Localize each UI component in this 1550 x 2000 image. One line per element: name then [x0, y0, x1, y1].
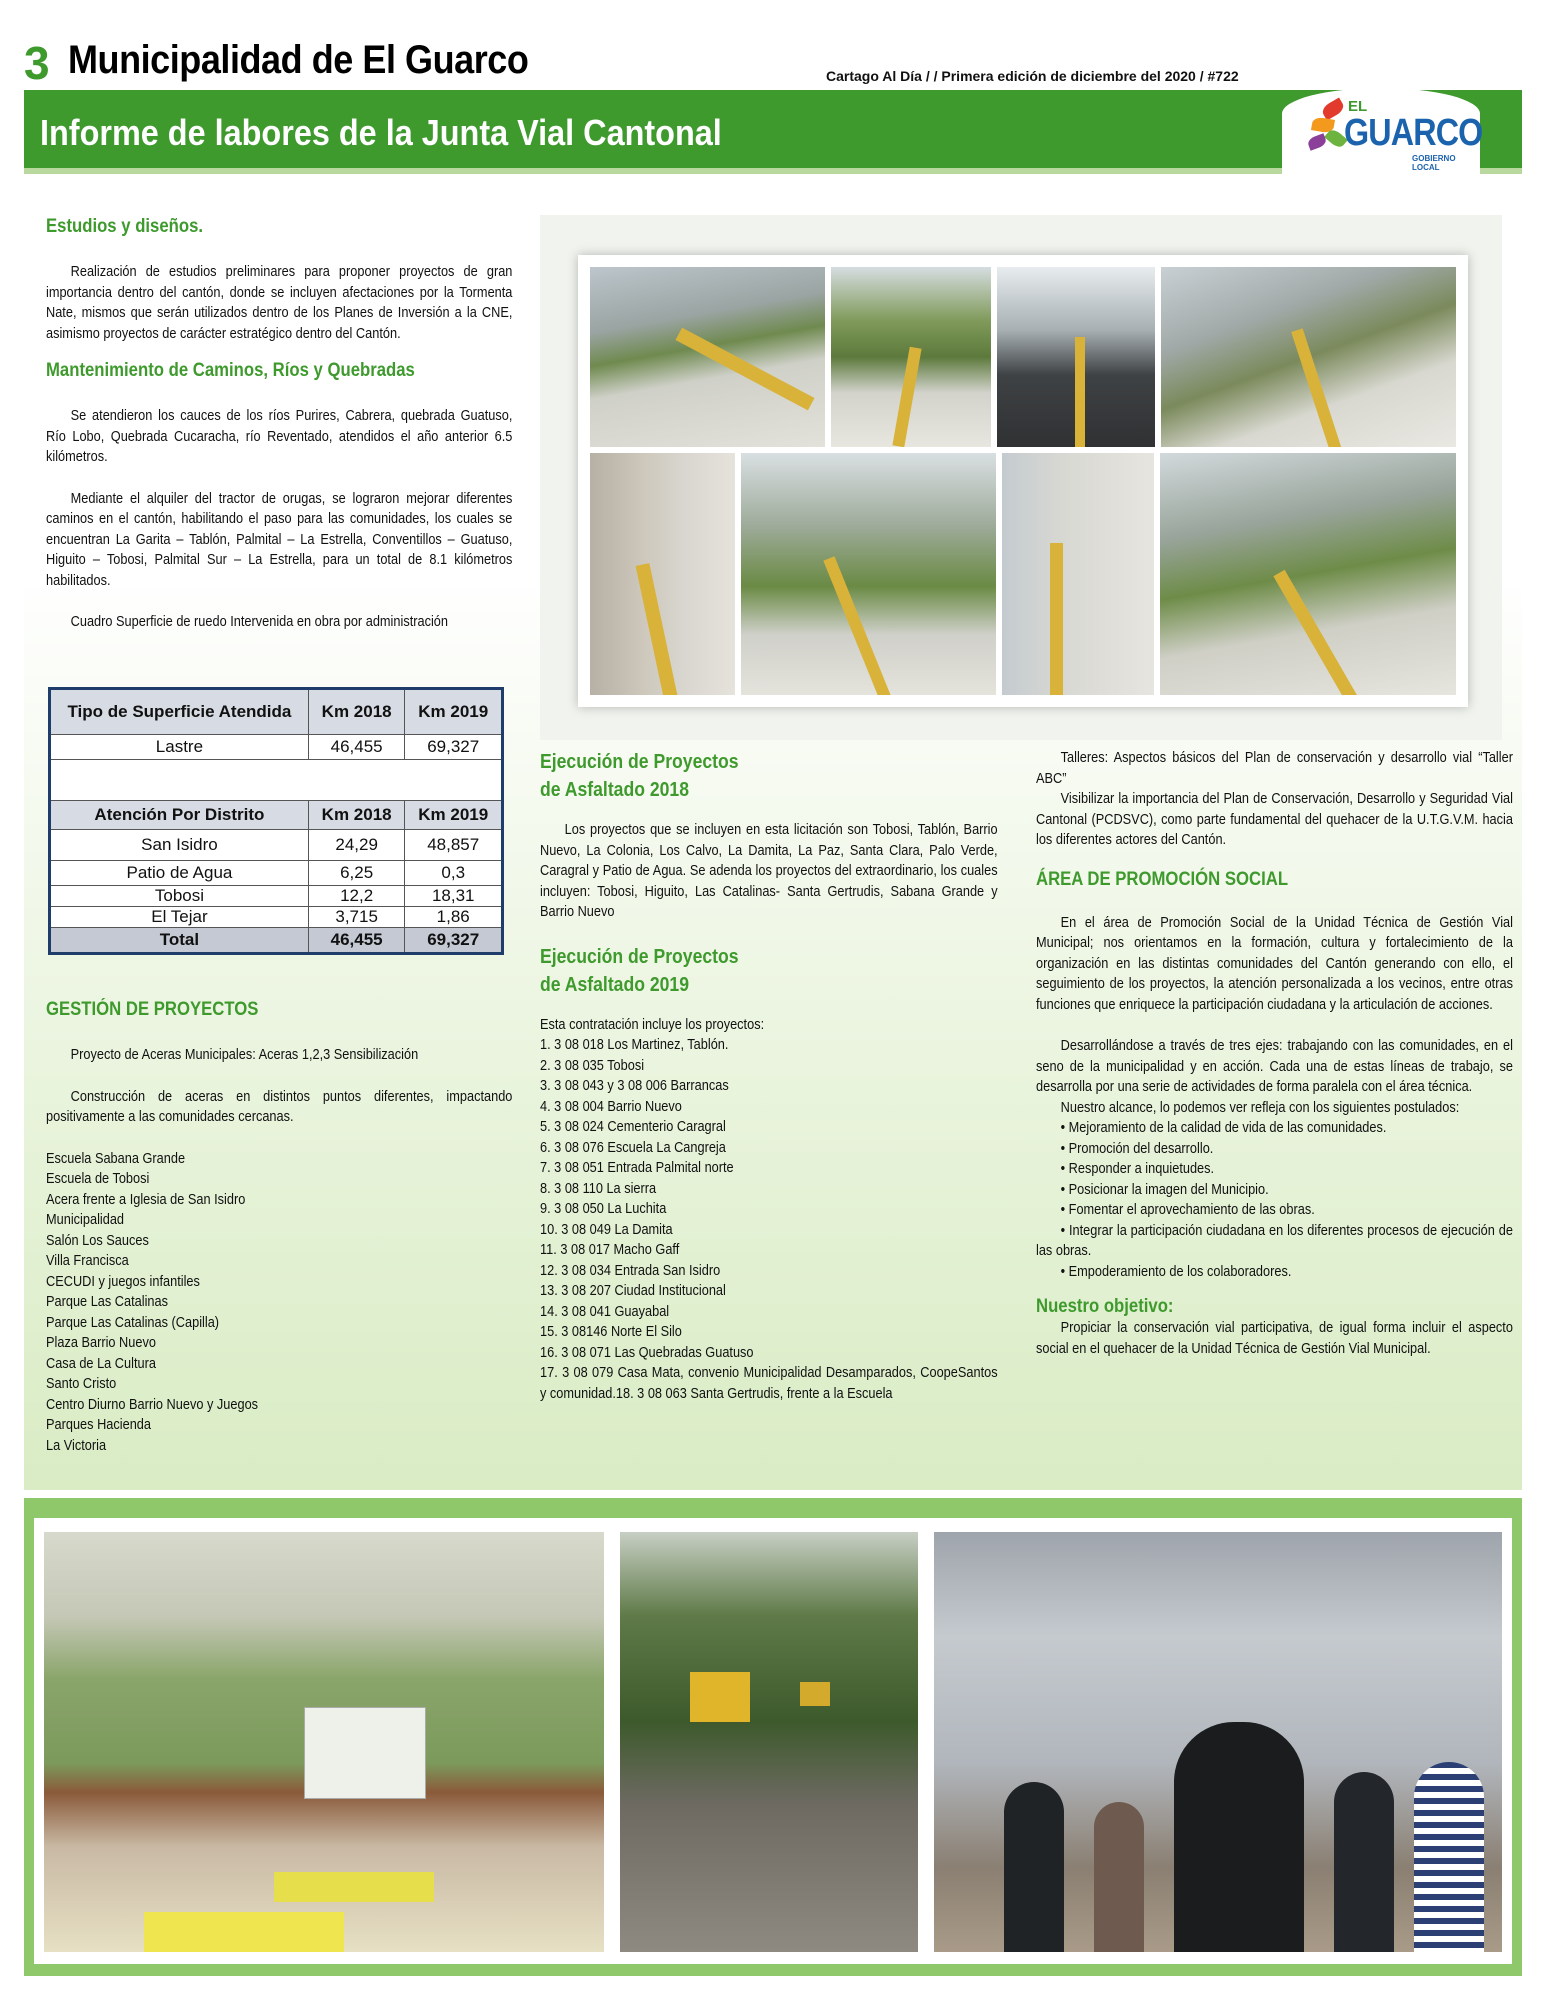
edition-line: Cartago Al Día / / Primera edición de diciembre del 2020 / #722 [826, 68, 1239, 84]
logo-el: EL [1348, 98, 1368, 115]
asfaltado-2019-last: 17. 3 08 079 Casa Mata, convenio Municipalidad Desamparados, CoopeSantos y comunidad.18. 3 08 063 Santa Gertrudis, frente a la Escuela [540, 1365, 998, 1402]
list-item: Casa de La Cultura [46, 1355, 156, 1372]
table-cell: 12,2 [308, 886, 405, 906]
promocion-text-3: Nuestro alcance, lo podemos ver refleja con los siguientes postulados: [1060, 1099, 1460, 1116]
sidewalk-photo-6 [741, 453, 996, 695]
table-cell: 69,327 [404, 928, 501, 952]
title-line-1: Ejecución de Proyectos [540, 945, 739, 968]
table-header-row [51, 690, 501, 734]
list-item: La Victoria [46, 1437, 107, 1454]
logo-leaf-purple [1306, 133, 1327, 150]
table-row [51, 734, 501, 759]
yellow-table [274, 1872, 434, 1902]
list-item: 8. 3 08 110 La sierra [540, 1180, 657, 1197]
list-item: CECUDI y juegos infantiles [46, 1273, 200, 1290]
table-spacer [51, 759, 501, 800]
list-item: 16. 3 08 071 Las Quebradas Guatuso [540, 1344, 754, 1361]
table-cell: Lastre [155, 737, 204, 756]
list-item: 10. 3 08 049 La Damita [540, 1221, 673, 1238]
yellow-table [144, 1912, 344, 1952]
table-cell: San Isidro [141, 835, 218, 854]
asfaltado-2019-intro: Esta contratación incluye los proyectos: [540, 1016, 765, 1033]
table-cell: 0,3 [404, 861, 501, 885]
list-item: 15. 3 08146 Norte El Silo [540, 1324, 682, 1340]
table-total-row [51, 927, 501, 952]
table-cell: 46,455 [308, 735, 405, 759]
list-item: Salón Los Sauces [46, 1232, 149, 1249]
mantenimiento-text-2: Mediante el alquiler del tractor de orugas, se lograron mejorar diferentes caminos en el cantón, habilitando el paso para las comunidades, los cuales se encuentran La Garita – Tablón, Palmital – La Estrella, Conventillos – Guatuso, Higuito – Tobosi, Palmital Sur – La Estrella, para un total de 8.1 kilómetros habilitados. [46, 490, 513, 589]
person [1334, 1772, 1394, 1952]
list-item: 14. 3 08 041 Guayabal [540, 1303, 670, 1320]
mantenimiento-text-1: Se atendieron los cauces de los ríos Purires, Cabrera, quebrada Guatuso, Río Lobo, Quebrada Cucaracha, río Reventado, atendidos el año anterior 6.5 kilómetros. [46, 408, 513, 465]
list-item: 3. 3 08 043 y 3 08 006 Barrancas [540, 1078, 729, 1094]
list-item: 1. 3 08 018 Los Martinez, Tablón. [540, 1037, 729, 1053]
title-line-1: Ejecución de Proyectos [540, 751, 739, 773]
promocion-text-1: En el área de Promoción Social de la Unidad Técnica de Gestión Vial Municipal; nos orientamos en la formación, cultura y fortalecimiento de la organización en las distintas comunidades del Cantón generando con ello, el seguimiento de los proyectos, la atención personalizada a los vecinos, entre otras funciones que enriquece la participación ciudadana y la articulación de acciones. [1036, 914, 1513, 1013]
list-item: Escuela Sabana Grande [46, 1150, 186, 1167]
road-roller [800, 1682, 830, 1706]
list-item: Acera frente a Iglesia de San Isidro [46, 1191, 246, 1208]
tactile-strip [1273, 570, 1359, 695]
table-cell: 1,86 [404, 907, 501, 927]
projection-screen [304, 1707, 426, 1799]
list-item: 9. 3 08 050 La Luchita [540, 1201, 667, 1217]
column-1-lower [46, 997, 512, 1456]
bullet-item: • Promoción del desarrollo. [1060, 1140, 1214, 1157]
table-cell: 24,29 [308, 830, 405, 860]
title-line-2: de Asfaltado 2019 [540, 973, 690, 996]
column-3 [1036, 748, 1513, 1359]
list-item: Municipalidad [46, 1212, 125, 1228]
list-item: 2. 3 08 035 Tobosi [540, 1057, 645, 1074]
table-cell: 3,715 [308, 907, 405, 927]
list-item: Plaza Barrio Nuevo [46, 1335, 156, 1351]
table-header-cell: Tipo de Superficie Atendida [67, 702, 292, 721]
bullet-item: • Responder a inquietudes. [1060, 1161, 1215, 1177]
list-item: 7. 3 08 051 Entrada Palmital norte [540, 1160, 734, 1176]
section-title-mantenimiento: Mantenimiento de Caminos, Ríos y Quebradas [46, 360, 415, 381]
table-header-cell: Km 2019 [404, 690, 501, 734]
bullet-item: • Integrar la participación ciudadana en los diferentes procesos de ejecución de las obras. [1036, 1222, 1513, 1259]
list-item: 5. 3 08 024 Cementerio Caragral [540, 1119, 726, 1135]
objetivo-text: Propiciar la conservación vial participativa, de igual forma incluir el aspecto social en el quehacer de la Unidad Técnica de Gestión Vial Municipal. [1036, 1320, 1513, 1357]
table-header-cell: Atención Por Distrito [94, 805, 265, 824]
table-header-cell: Km 2018 [308, 801, 405, 829]
column-1 [46, 214, 512, 633]
table-cell: 46,455 [308, 928, 405, 952]
person [1414, 1762, 1484, 1952]
list-item: 13. 3 08 207 Ciudad Institucional [540, 1283, 726, 1299]
section-title-gestion: GESTIÓN DE PROYECTOS [46, 999, 259, 1020]
table-row [51, 860, 501, 885]
person [1094, 1802, 1144, 1952]
postulados-list [1036, 1118, 1513, 1282]
sidewalk-locations-list [46, 1149, 512, 1457]
list-item: Parque Las Catalinas (Capilla) [46, 1314, 220, 1331]
sidewalk-photo-2 [831, 267, 991, 447]
table-header-cell: Km 2019 [404, 801, 501, 829]
table-cell: El Tejar [151, 907, 208, 926]
list-item: Parque Las Catalinas [46, 1294, 169, 1310]
community-meeting-photo [934, 1532, 1502, 1952]
gestion-text-2: Construcción de aceras en distintos puntos diferentes, impactando positivamente a las comunidades cercanas. [46, 1088, 513, 1125]
person [1174, 1722, 1304, 1952]
list-item: Centro Diurno Barrio Nuevo y Juegos [46, 1396, 259, 1413]
talleres-text: Talleres: Aspectos básicos del Plan de conservación y desarrollo vial “Taller ABC” [1036, 750, 1513, 787]
table-cell: 69,327 [404, 735, 501, 759]
tactile-strip [636, 563, 679, 695]
tactile-strip [675, 328, 814, 411]
table-cell: 6,25 [308, 861, 405, 885]
banner-title: Informe de labores de la Junta Vial Cantonal [40, 112, 722, 153]
section-title-asfaltado-2018 [540, 748, 998, 804]
bullet-item: • Mejoramiento de la calidad de vida de las comunidades. [1060, 1120, 1387, 1136]
logo-name: GUARCO [1344, 112, 1483, 154]
table-cell: Total [159, 930, 200, 949]
road-work-photo [620, 1532, 918, 1952]
bullet-item: • Empoderamiento de los colaboradores. [1060, 1263, 1292, 1280]
sidewalk-photo-7 [1002, 453, 1154, 695]
estudios-text: Realización de estudios preliminares para proponer proyectos de gran importancia dentro del cantón, donde se incluyen afectaciones por la Tormenta Nate, mismos que serán utilizados dentro de los Planes de Inversión a la CNE, asimismo proyectos de carácter estratégico dentro del Cantón. [46, 264, 513, 342]
promocion-text-2: Desarrollándose a través de tres ejes: trabajando con las comunidades, en el seno de la municipalidad y en acción. Cada una de estas líneas de trabajo, se desarrolla por una serie de actividades de forma paralela con el área técnica. [1036, 1038, 1513, 1095]
table-header-cell: Km 2018 [308, 690, 405, 734]
list-item: Parques Hacienda [46, 1417, 151, 1433]
section-title-asfaltado-2019 [540, 943, 998, 999]
gestion-text-1: Proyecto de Aceras Municipales: Aceras 1,2,3 Sensibilización [70, 1047, 419, 1063]
table-cell: 48,857 [404, 830, 501, 860]
tactile-strip [1291, 328, 1343, 447]
bullet-item: • Posicionar la imagen del Municipio. [1060, 1181, 1269, 1198]
table-row [51, 885, 501, 906]
sidewalk-photo-1 [590, 267, 825, 447]
section-title-objetivo: Nuestro objetivo: [1036, 1296, 1174, 1317]
list-item: 4. 3 08 004 Barrio Nuevo [540, 1098, 682, 1115]
table-header-row [51, 800, 501, 829]
visibilizar-text: Visibilizar la importancia del Plan de Conservación, Desarrollo y Seguridad Vial Cantonal (PCDSVC), como parte fundamental del quehacer de la U.T.G.V.M. hacia los diferentes actores del Cantón. [1036, 791, 1513, 848]
el-guarco-logo [1282, 88, 1483, 174]
table-cell: Patio de Agua [126, 863, 233, 882]
section-title-estudios: Estudios y diseños. [46, 216, 204, 237]
sidewalk-photo-3 [997, 267, 1155, 447]
tactile-strip [823, 556, 890, 695]
tactile-strip [892, 347, 921, 447]
asfaltado-2018-text: Los proyectos que se incluyen en esta licitación son Tobosi, Tablón, Barrio Nuevo, La Colonia, Los Calvo, La Damita, La Paz, Santa Clara, Palo Verde, Caragral y Patio de Agua. Se adenda los proyectos del extraordinario, los cuales incluyen: Tobosi, Higuito, Las Catalinas- Santa Gertrudis, Sabana Grande y Barrio Nuevo [540, 822, 998, 920]
list-item: 12. 3 08 034 Entrada San Isidro [540, 1262, 721, 1279]
tactile-strip [1075, 337, 1085, 447]
title-line-2: de Asfaltado 2018 [540, 779, 690, 801]
page-title: Municipalidad de El Guarco [68, 38, 529, 82]
list-item: Santo Cristo [46, 1376, 117, 1392]
list-item: Villa Francisca [46, 1253, 129, 1269]
sidewalk-photo-8 [1160, 453, 1456, 695]
sidewalk-photo-5 [590, 453, 735, 695]
workshop-photo [44, 1532, 604, 1952]
tactile-strip [1050, 543, 1063, 695]
asfaltado-2019-list [540, 1035, 998, 1363]
page-number: 3 [24, 37, 50, 89]
surface-table [48, 687, 504, 955]
table-caption: Cuadro Superficie de ruedo Intervenida en obra por administración [70, 614, 448, 630]
logo-subtitle: GOBIERNO LOCAL [1412, 154, 1456, 172]
sidewalk-photo-4 [1161, 267, 1456, 447]
sidewalk-photo-collage [578, 255, 1468, 707]
table-cell: 18,31 [404, 886, 501, 906]
list-item: 6. 3 08 076 Escuela La Cangreja [540, 1139, 726, 1156]
column-2 [540, 748, 998, 1404]
table-row [51, 906, 501, 927]
road-roller [690, 1672, 750, 1722]
list-item: Escuela de Tobosi [46, 1171, 150, 1187]
section-title-promocion: ÁREA DE PROMOCIÓN SOCIAL [1036, 868, 1289, 890]
table-cell: Tobosi [154, 886, 204, 905]
person [1004, 1782, 1064, 1952]
bullet-item: • Fomentar el aprovechamiento de las obras. [1060, 1202, 1315, 1218]
table-row [51, 829, 501, 860]
list-item: 11. 3 08 017 Macho Gaff [540, 1242, 680, 1258]
